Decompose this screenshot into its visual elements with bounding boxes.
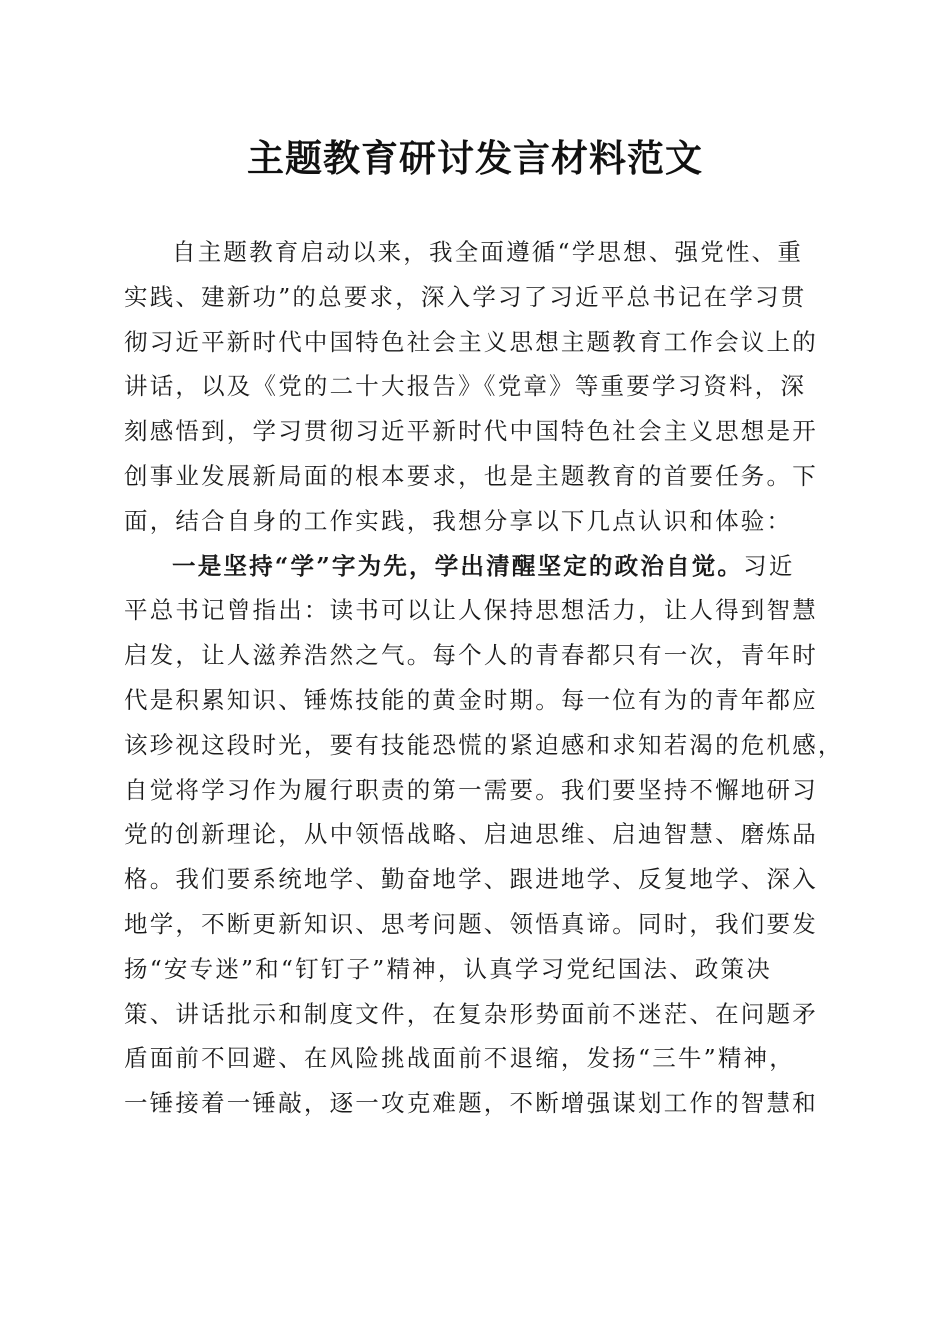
paragraph-2-line-12: 盾面前不回避、在风险挑战面前不退缩，发扬“三牛”精神，	[124, 1044, 795, 1073]
paragraph-2-line-6: 自觉将学习作为履行职责的第一需要。我们要坚持不懈地研习	[124, 775, 818, 804]
paragraph-2-line-3: 启发，让人滋养浩然之气。每个人的青春都只有一次，青年时	[124, 641, 818, 670]
paragraph-1-line-4: 讲话，以及《党的二十大报告》《党章》等重要学习资料，深	[124, 372, 807, 401]
paragraph-2-line-5: 该珍视这段时光，要有技能恐慌的紧迫感和求知若渴的危机感，	[124, 730, 844, 759]
paragraph-2-lead-rest: 习近	[743, 551, 795, 580]
paragraph-2-line-4: 代是积累知识、锤炼技能的黄金时期。每一位有为的青年都应	[124, 685, 818, 714]
paragraph-2-line-1	[124, 544, 836, 589]
paragraph-2-line-2: 平总书记曾指出：读书可以让人保持思想活力，让人得到智慧	[124, 596, 818, 625]
paragraph-2-line-8: 格。我们要系统地学、勤奋地学、跟进地学、反复地学、深入	[124, 865, 818, 894]
paragraph-1-line-2: 实践、建新功”的总要求，深入学习了习近平总书记在学习贯	[124, 282, 807, 311]
paragraph-2-line-9: 地学，不断更新知识、思考问题、领悟真谛。同时，我们要发	[124, 909, 818, 938]
paragraph-2-line-7: 党的创新理论，从中领悟战略、启迪思维、启迪智慧、磨炼品	[124, 820, 818, 849]
paragraph-1-line-5: 刻感悟到，学习贯彻习近平新时代中国特色社会主义思想是开	[124, 417, 818, 446]
paragraph-1-line-3: 彻习近平新时代中国特色社会主义思想主题教育工作会议上的	[124, 327, 818, 356]
paragraph-2-line-10: 扬“安专迷”和“钉钉子”精神，认真学习党纪国法、政策决	[124, 954, 772, 983]
paragraph-2-heading: 一是坚持“学”字为先，学出清醒坚定的政治自觉。	[172, 551, 744, 580]
paragraph-2-line-13: 一锤接着一锤敲，逐一攻克难题，不断增强谋划工作的智慧和	[124, 1089, 818, 1118]
document-title: 主题教育研讨发言材料范文	[247, 136, 703, 180]
paragraph-1-line-1: 自主题教育启动以来，我全面遵循“学思想、强党性、重	[172, 238, 804, 266]
paragraph-1-line-6: 创事业发展新局面的根本要求，也是主题教育的首要任务。下	[124, 461, 818, 490]
document-body	[124, 230, 844, 1126]
paragraph-2-line-11: 策、讲话批示和制度文件，在复杂形势面前不迷茫、在问题矛	[124, 999, 818, 1028]
paragraph-1-line-7: 面，结合自身的工作实践，我想分享以下几点认识和体验：	[124, 506, 793, 535]
